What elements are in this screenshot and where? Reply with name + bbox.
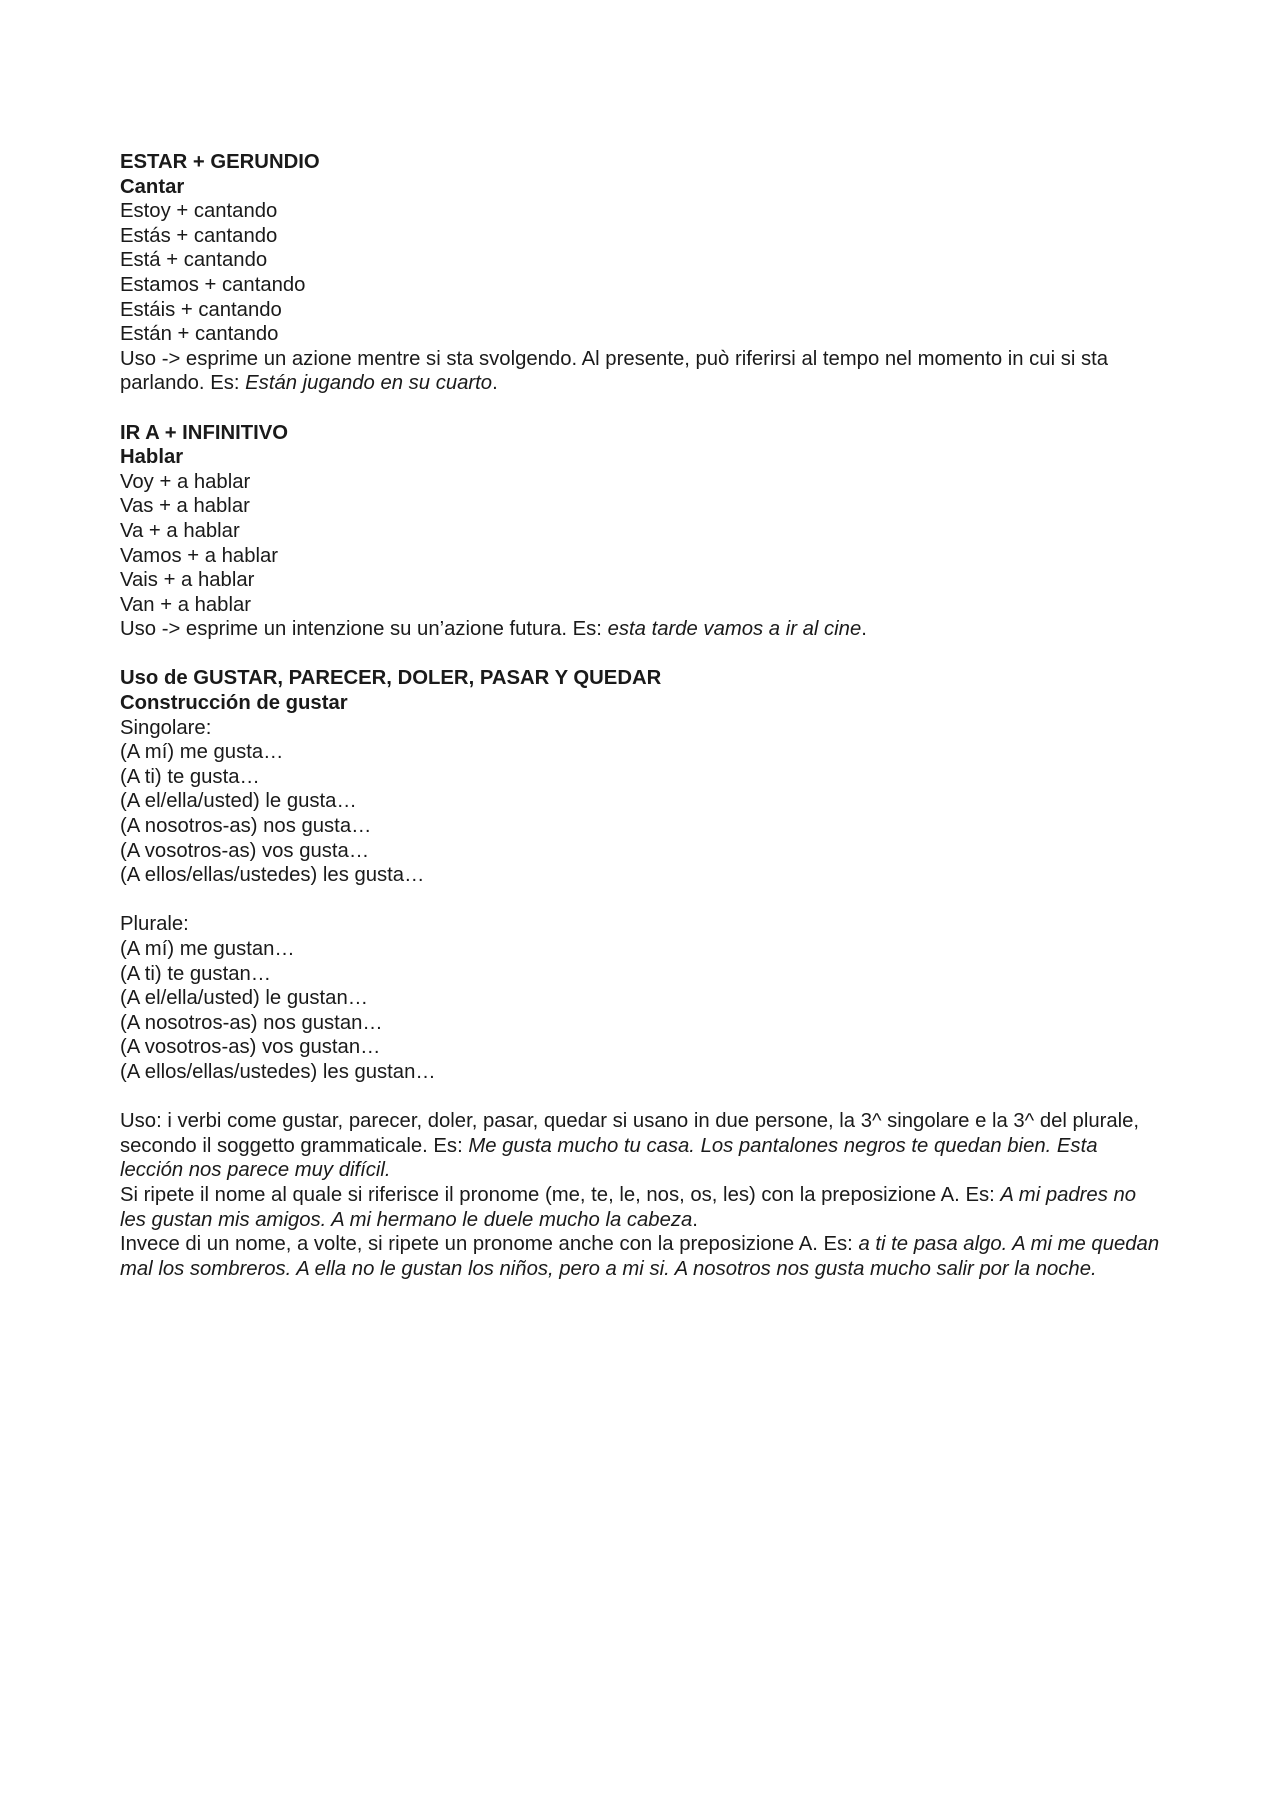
conjugation-line: (A el/ella/usted) le gusta… (120, 790, 357, 813)
section-heading: ESTAR + GERUNDIO (120, 151, 320, 173)
conjugation-line: (A nosotros-as) nos gusta… (120, 815, 372, 838)
section-subheading: Cantar (120, 175, 185, 198)
usage-paragraph: Uso -> esprime un intenzione su un’azione futura. Es: esta tarde vamos a ir al cine. (120, 618, 867, 641)
conjugation-line: (A ellos/ellas/ustedes) les gusta… (120, 864, 425, 887)
conjugation-line: (A nosotros-as) nos gustan… (120, 1011, 383, 1034)
conjugation-line: Estáis + cantando (120, 298, 282, 321)
conjugation-line: (A ti) te gusta… (120, 765, 260, 788)
section-estar-gerundio (120, 150, 1160, 396)
plurale-label: Plurale: (120, 913, 189, 936)
usage-paragraph: Uso: i verbi come gustar, parecer, doler, pasar, quedar si usano in due persone, la 3^ singolare e la 3^ del plurale, secondo il soggetto grammaticale. Es: Me gusta mucho tu casa. Los pantalones negros te quedan bien. Esta lección nos parece muy difícil. (120, 1110, 1140, 1182)
conjugation-line: Están + cantando (120, 323, 279, 346)
section-subheading: Construcción de gustar (120, 692, 348, 715)
usage-paragraph: Uso -> esprime un azione mentre si sta svolgendo. Al presente, può riferirsi al tempo nel momento in cui si sta parlando. Es: Están jugando en su cuarto. (120, 347, 1109, 395)
example-text: esta tarde vamos a ir al cine (607, 618, 862, 641)
conjugation-line: Estamos + cantando (120, 273, 306, 296)
example-text: A mi padres no les gustan mis amigos. A mi hermano le duele mucho la cabeza (120, 1183, 1137, 1231)
example-text: a ti te pasa algo. A mi me quedan mal los sombreros. A ella no le gustan los niños, pero a mi si. A nosotros nos gusta mucho salir por la noche. (120, 1233, 1160, 1280)
usage-paragraph: Invece di un nome, a volte, si ripete un pronome anche con la preposizione A. Es: a ti te pasa algo. A mi me quedan mal los sombreros. A ella no le gustan los niños, pero a mi si. A nosotros nos gusta mucho salir por la noche. (120, 1233, 1160, 1280)
conjugation-line: (A ellos/ellas/ustedes) les gustan… (120, 1060, 436, 1083)
conjugation-line: Van + a hablar (120, 593, 251, 616)
conjugation-line: Vamos + a hablar (120, 544, 279, 567)
document-page (120, 150, 1160, 1281)
example-text: Están jugando en su cuarto (245, 372, 493, 395)
conjugation-line: Voy + a hablar (120, 470, 251, 493)
example-text: Me gusta mucho tu casa. Los pantalones negros te quedan bien. Esta lección nos parece muy difícil. (120, 1134, 1098, 1182)
conjugation-line: Está + cantando (120, 249, 268, 272)
conjugation-line: (A vosotros-as) vos gusta… (120, 839, 370, 862)
singolare-label: Singolare: (120, 716, 212, 739)
conjugation-line: (A vosotros-as) vos gustan… (120, 1036, 381, 1059)
section-gustar (120, 666, 1160, 1281)
section-heading: IR A + INFINITIVO (120, 421, 289, 444)
section-ir-infinitivo (120, 421, 1160, 642)
conjugation-line: Estoy + cantando (120, 200, 278, 223)
conjugation-line: Vas + a hablar (120, 495, 250, 518)
conjugation-line: (A mí) me gusta… (120, 741, 284, 764)
usage-paragraph: Si ripete il nome al quale si riferisce il pronome (me, te, le, nos, os, les) con la preposizione A. Es: A mi padres no les gustan mis amigos. A mi hermano le duele mucho la cabeza. (120, 1183, 1137, 1231)
conjugation-line: Vais + a hablar (120, 569, 255, 592)
conjugation-line: (A mí) me gustan… (120, 938, 295, 960)
conjugation-line: Va + a hablar (120, 519, 240, 542)
section-heading: Uso de GUSTAR, PARECER, DOLER, PASAR Y QUEDAR (120, 667, 662, 690)
conjugation-line: (A ti) te gustan… (120, 962, 272, 985)
conjugation-line: Estás + cantando (120, 224, 278, 247)
conjugation-line: (A el/ella/usted) le gustan… (120, 987, 369, 1010)
section-subheading: Hablar (120, 446, 184, 469)
